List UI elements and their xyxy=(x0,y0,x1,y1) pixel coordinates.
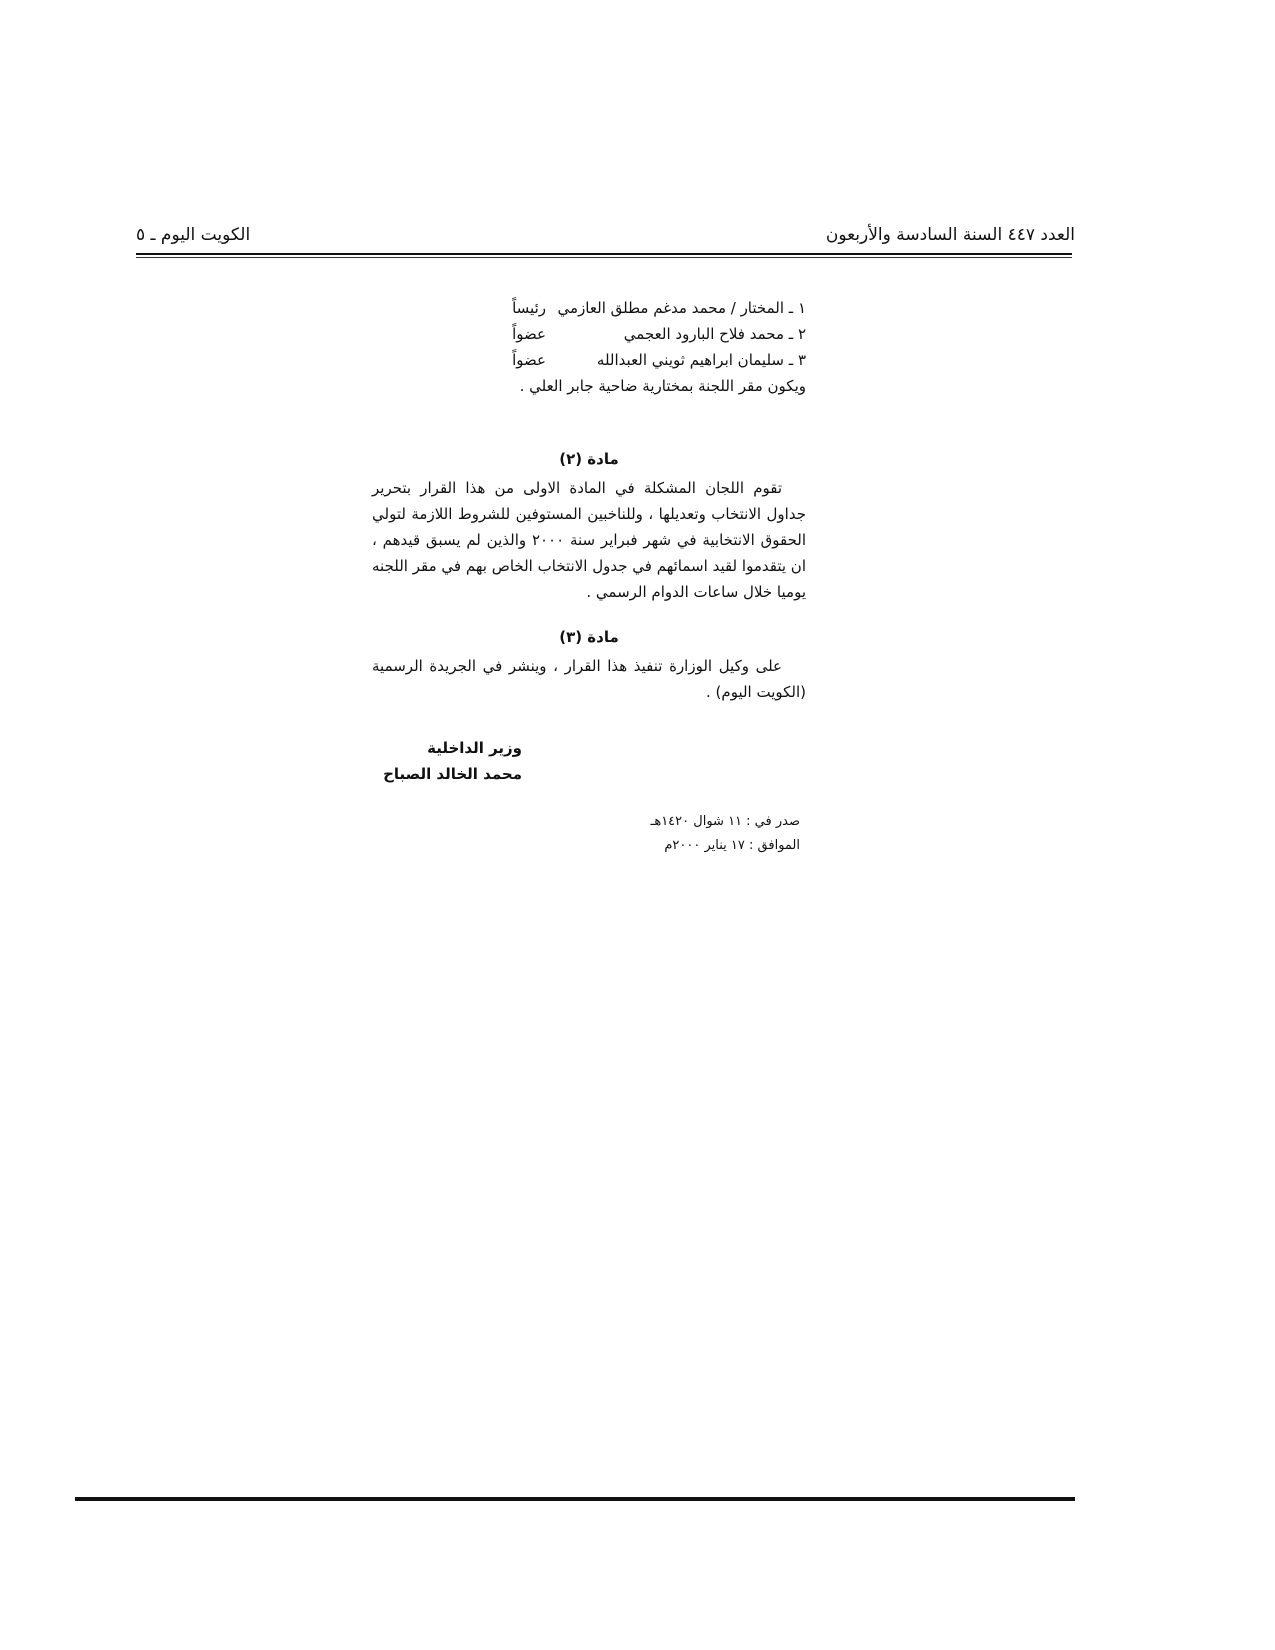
footer-rule xyxy=(75,1497,1075,1501)
header-rule-secondary xyxy=(136,257,1072,258)
member-role: عضواً xyxy=(512,351,546,369)
member-name: ٣ ـ سليمان ابراهيم ثويني العبدالله xyxy=(596,351,806,369)
article-3-text: على وكيل الوزارة تنفيذ هذا القرار ، وينشر في الجريدة الرسمية (الكويت اليوم) . xyxy=(372,657,806,701)
member-name: ١ ـ المختار / محمد مدغم مطلق العازمي xyxy=(557,299,806,317)
member-row xyxy=(372,295,806,321)
article-3-title: مادة (٣) xyxy=(559,628,619,646)
signatory-name: محمد الخالد الصباح xyxy=(383,765,522,783)
issue-date-block xyxy=(560,810,800,858)
article-2-text: تقوم اللجان المشكلة في المادة الاولى من هذا القرار بتحرير جداول الانتخاب وتعديلها ، وللناخبين المستوفين للشروط اللازمة لتولي الحقوق الانتخابية في شهر فبراير سنة ٢٠٠٠ والذين لم يسبق قيدهم ، ان يتقدموا لقيد اسمائهم في جدول الانتخاب الخاص بهم في مقر اللجنه يوميا خلال ساعات الدوام الرسمي . xyxy=(372,479,806,601)
header-rule xyxy=(136,253,1072,255)
hijri-date: صدر في : ١١ شوال ١٤٢٠هـ xyxy=(650,814,800,829)
page-label: الكويت اليوم ـ ٥ xyxy=(136,225,251,245)
issue-info: العدد ٤٤٧ السنة السادسة والأربعون xyxy=(825,225,1075,245)
member-role: رئيساً xyxy=(512,299,546,317)
signatory-title: وزير الداخلية xyxy=(427,739,522,757)
member-row xyxy=(372,321,806,347)
committee-seat: ويكون مقر اللجنة بمختارية ضاحية جابر العلي . xyxy=(519,377,806,395)
signature-block xyxy=(372,735,522,787)
committee-members xyxy=(372,295,806,399)
member-name: ٢ ـ محمد فلاح البارود العجمي xyxy=(623,325,806,343)
member-row xyxy=(372,347,806,373)
gregorian-date: الموافق : ١٧ يناير ٢٠٠٠م xyxy=(664,838,800,853)
member-role: عضواً xyxy=(512,325,546,343)
article-2-title: مادة (٢) xyxy=(559,450,619,468)
